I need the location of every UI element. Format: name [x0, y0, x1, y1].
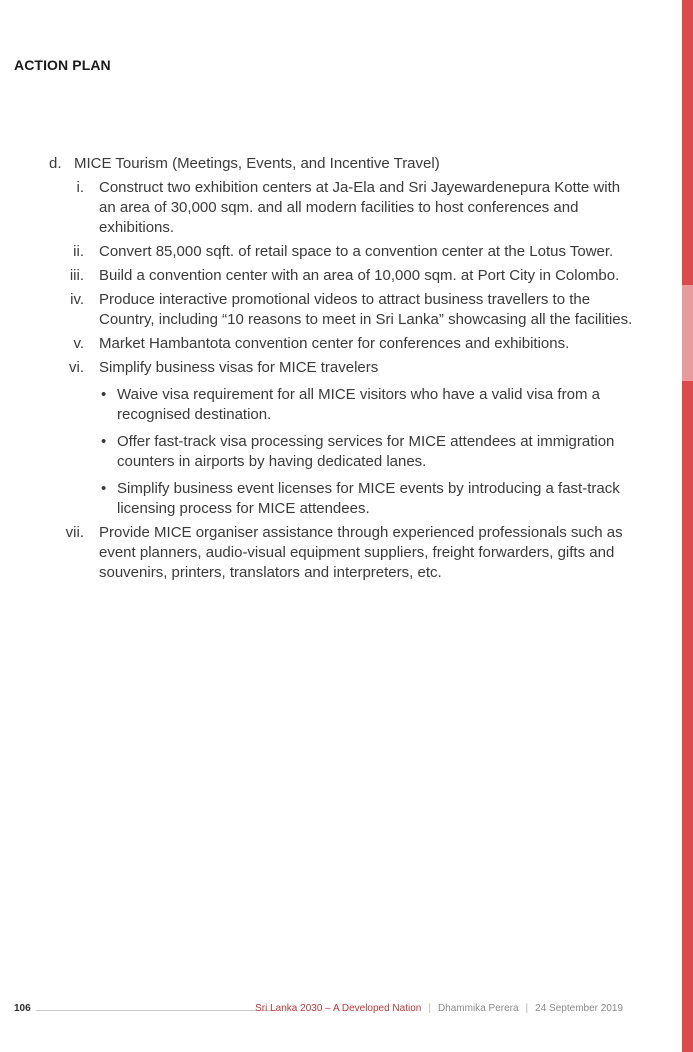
- bullet-item: [0, 479, 640, 519]
- sub-item-number: iii.: [69, 267, 84, 284]
- section-tab-marker: [682, 285, 693, 381]
- action-plan-list: [0, 154, 640, 583]
- sub-item-number: vi.: [69, 359, 84, 376]
- sub-item: [0, 523, 640, 583]
- bullet-item: [0, 432, 640, 472]
- list-marker: d.: [49, 155, 62, 172]
- page-footer: [14, 1003, 623, 1017]
- footer-separator: |: [428, 1003, 431, 1014]
- bullet-text: Offer fast-track visa processing services for MICE attendees at immigration counters in airports by having dedicated lanes.: [117, 433, 615, 470]
- sub-item-number: ii.: [73, 243, 84, 260]
- sub-item-text: Provide MICE organiser assistance through experienced professionals such as event planners, audio-visual equipment suppliers, freight forwarders, gifts and souvenirs, printers, translators and interpreters, etc.: [99, 524, 623, 581]
- bullet-item: [0, 385, 640, 425]
- sub-item-text: Build a convention center with an area of 10,000 sqm. at Port City in Colombo.: [99, 267, 620, 284]
- bullet-dot-icon: •: [101, 386, 107, 403]
- sub-item-text: Simplify business visas for MICE travelers: [99, 359, 379, 376]
- sub-item: [0, 266, 640, 286]
- footer-separator: |: [525, 1003, 529, 1014]
- sub-item-text: Convert 85,000 sqft. of retail space to a convention center at the Lotus Tower.: [99, 243, 614, 260]
- sub-item-number: v.: [73, 335, 84, 352]
- sub-item-number: vii.: [65, 524, 84, 541]
- sub-item: [0, 290, 640, 330]
- page-number: 106: [14, 1003, 31, 1014]
- sub-item: [0, 178, 640, 238]
- bullet-dot-icon: •: [101, 480, 107, 497]
- sub-item: [0, 242, 640, 262]
- side-accent-bar: [682, 0, 693, 1052]
- publication-date: 24 September 2019: [535, 1003, 623, 1014]
- sub-item: [0, 334, 640, 354]
- sub-item-number: iv.: [70, 291, 84, 308]
- document-title: Sri Lanka 2030 – A Developed Nation: [255, 1003, 422, 1014]
- section-title: ACTION PLAN: [14, 57, 111, 73]
- footer-meta: [255, 1003, 623, 1014]
- sub-item-text: Market Hambantota convention center for conferences and exhibitions.: [99, 335, 570, 352]
- bullet-text: Simplify business event licenses for MICE events by introducing a fast-track licensing process for MICE attendees.: [117, 480, 620, 517]
- list-item-d: [0, 154, 640, 174]
- sub-item-text: Produce interactive promotional videos to attract business travellers to the Country, including “10 reasons to meet in Sri Lanka” showcasing all the facilities.: [99, 291, 633, 328]
- sub-item-text: Construct two exhibition centers at Ja-Ela and Sri Jayewardenepura Kotte with an area of 30,000 sqm. and all modern facilities to host conferences and exhibitions.: [99, 179, 621, 236]
- bullet-dot-icon: •: [101, 433, 107, 450]
- footer-divider: [36, 1010, 276, 1011]
- sub-item-number: i.: [76, 179, 84, 196]
- bullet-text: Waive visa requirement for all MICE visitors who have a valid visa from a recognised destination.: [117, 386, 600, 423]
- bullet-list: [0, 385, 640, 519]
- item-title: MICE Tourism (Meetings, Events, and Incentive Travel): [74, 155, 440, 172]
- sub-item: [0, 358, 640, 378]
- author-name: Dhammika Perera: [437, 1003, 519, 1014]
